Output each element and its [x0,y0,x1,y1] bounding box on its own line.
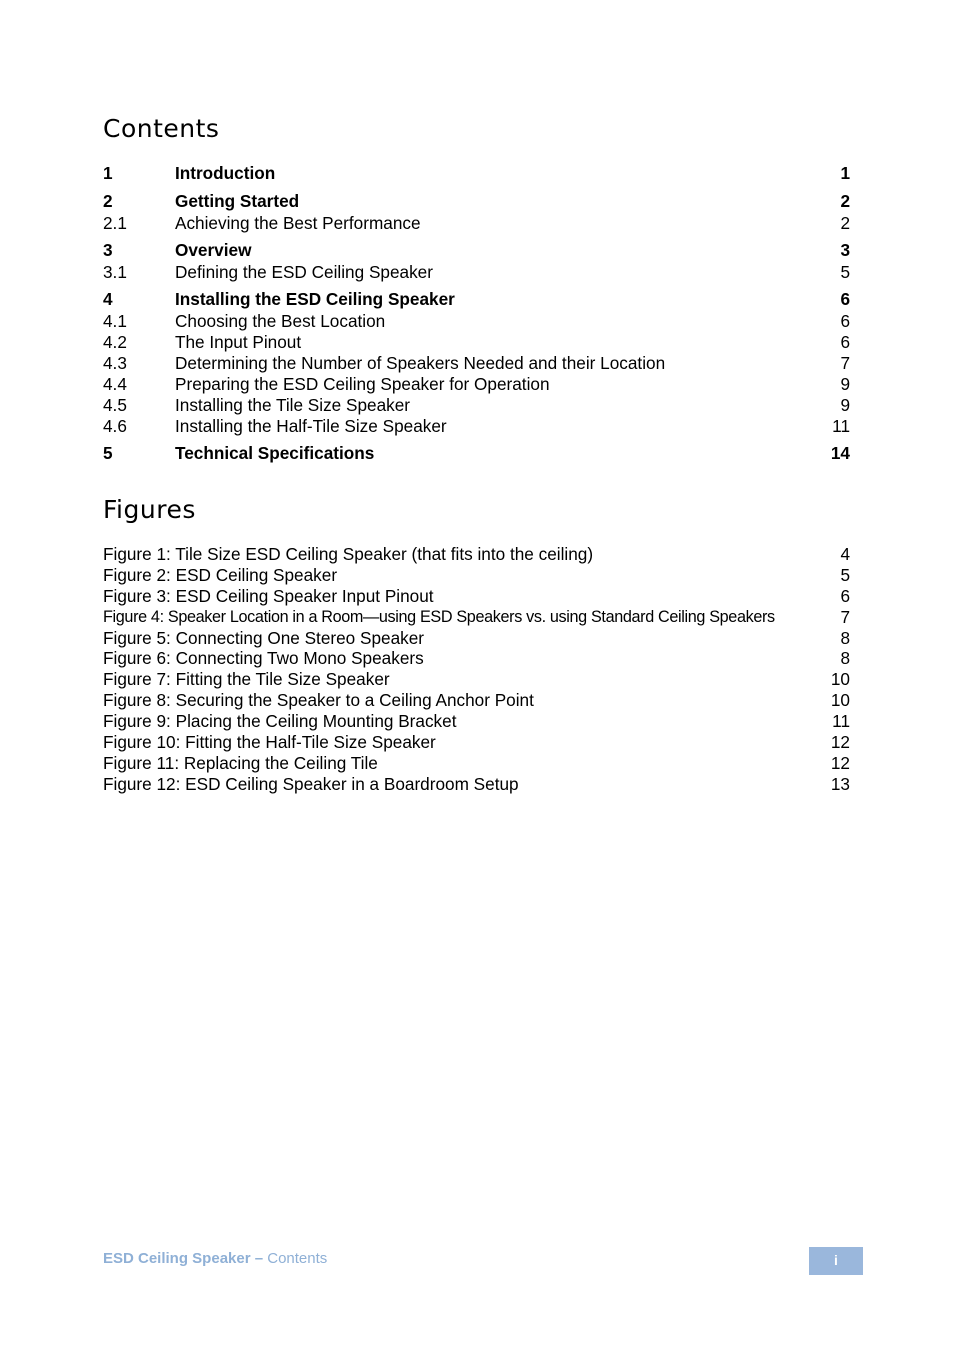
toc-entry[interactable] [103,162,850,185]
toc-entry-page: 6 [840,311,850,331]
toc-entry[interactable] [103,239,850,262]
toc-entry-num: 4 [103,289,113,309]
toc-entry-num: 4.5 [103,395,127,415]
toc-entry-page: 7 [840,353,850,373]
figure-entry-title: Figure 2: ESD Ceiling Speaker [103,564,338,585]
toc-entry-page: 2 [840,191,850,211]
figure-entry[interactable] [103,565,850,586]
figure-entry-title: Figure 12: ESD Ceiling Speaker in a Boardroom Setup [103,773,519,794]
figure-entry[interactable] [103,669,850,690]
toc-entry-num: 5 [103,443,113,463]
toc-entry-title: Installing the ESD Ceiling Speaker [175,289,455,309]
toc-entry-page: 9 [840,395,850,415]
figure-entry-title: Figure 7: Fitting the Tile Size Speaker [103,669,390,690]
figure-entry-title: Figure 11: Replacing the Ceiling Tile [103,752,378,773]
figures-heading: Figures [103,495,196,524]
figure-entry-title: Figure 1: Tile Size ESD Ceiling Speaker (that fits into the ceiling) [103,544,594,564]
figure-entry-page: 6 [840,585,850,606]
toc-entry-title: The Input Pinout [175,332,302,352]
figure-entry[interactable] [103,690,850,711]
toc-entry-page: 9 [840,374,850,394]
toc-entry[interactable] [103,311,850,332]
figure-entry[interactable] [103,648,850,669]
figure-entry[interactable] [103,753,850,774]
toc-entry-page: 3 [840,240,850,260]
toc-entry[interactable] [103,353,850,374]
figure-entry-title: Figure 9: Placing the Ceiling Mounting Bracket [103,711,457,732]
toc-entry-page: 5 [840,262,850,282]
footer-section-name: Contents [263,1250,328,1267]
toc-entry-title: Getting Started [175,191,300,211]
contents-heading: Contents [103,114,220,143]
figure-entry-title: Figure 10: Fitting the Half-Tile Size Speaker [103,732,436,753]
toc-entry[interactable] [103,416,850,437]
figure-entry[interactable] [103,607,850,628]
toc-entry-num: 1 [103,163,113,183]
toc-entry-num: 4.6 [103,416,127,436]
toc-entry-title: Determining the Number of Speakers Needed and their Location [175,353,666,373]
footer-product-name: ESD Ceiling Speaker – [103,1250,264,1267]
figure-entry-page: 12 [830,752,850,773]
figure-entry-title: Figure 6: Connecting Two Mono Speakers [103,648,424,669]
toc-entry-num: 4.2 [103,332,127,352]
list-of-figures [103,544,850,795]
figure-entry[interactable] [103,544,850,565]
toc-entry-page: 1 [840,163,850,183]
figure-entry[interactable] [103,732,850,753]
toc-entry[interactable] [103,442,850,465]
toc-entry-title: Overview [175,240,252,260]
figure-entry[interactable] [103,774,850,795]
toc-entry-num: 4.1 [103,311,127,331]
page-number-tab: i [809,1247,863,1275]
toc-entry[interactable] [103,190,850,213]
toc-entry-title: Introduction [175,163,276,183]
toc-entry[interactable] [103,374,850,395]
figure-entry-page: 8 [840,648,850,669]
toc-entry[interactable] [103,395,850,416]
toc-entry-page: 11 [832,416,850,436]
figure-entry-page: 11 [832,711,850,732]
figure-entry-page: 7 [840,606,850,627]
figure-entry-page: 10 [830,669,850,690]
toc-entry-title: Choosing the Best Location [175,311,386,331]
toc-entry-num: 4.4 [103,374,127,394]
toc-entry-title: Achieving the Best Performance [175,213,421,233]
toc-entry[interactable] [103,213,850,234]
toc-entry-page: 6 [840,332,850,352]
toc-entry[interactable] [103,332,850,353]
figure-entry-page: 4 [840,544,850,564]
toc-entry-page: 14 [830,443,850,463]
toc-entry-title: Installing the Tile Size Speaker [175,395,411,415]
figure-entry-page: 10 [830,690,850,711]
toc-entry[interactable] [103,262,850,283]
toc-entry-title: Technical Specifications [175,443,375,463]
figure-entry-page: 12 [830,732,850,753]
figure-entry[interactable] [103,711,850,732]
toc-entry-num: 4.3 [103,353,127,373]
page-footer [103,1250,327,1267]
figure-entry[interactable] [103,586,850,607]
figure-entry-page: 8 [840,627,850,648]
figure-entry-title: Figure 5: Connecting One Stereo Speaker [103,627,425,648]
toc-entry-num: 3.1 [103,262,127,282]
figure-entry-page: 13 [830,773,850,794]
figure-entry[interactable] [103,628,850,649]
figure-entry-title: Figure 3: ESD Ceiling Speaker Input Pinout [103,585,434,606]
toc-entry-title: Preparing the ESD Ceiling Speaker for Operation [175,374,550,394]
toc-entry-num: 2 [103,191,113,211]
table-of-contents [103,162,850,465]
figure-entry-title: Figure 4: Speaker Location in a Room—using ESD Speakers vs. using Standard Ceiling Speakers [103,607,775,626]
toc-entry-title: Defining the ESD Ceiling Speaker [175,262,433,282]
toc-entry-num: 2.1 [103,213,127,233]
toc-entry[interactable] [103,288,850,311]
toc-entry-title: Installing the Half-Tile Size Speaker [175,416,447,436]
figure-entry-title: Figure 8: Securing the Speaker to a Ceiling Anchor Point [103,690,534,711]
toc-entry-num: 3 [103,240,113,260]
toc-entry-page: 6 [840,289,850,309]
toc-entry-page: 2 [840,213,850,233]
figure-entry-page: 5 [840,564,850,585]
